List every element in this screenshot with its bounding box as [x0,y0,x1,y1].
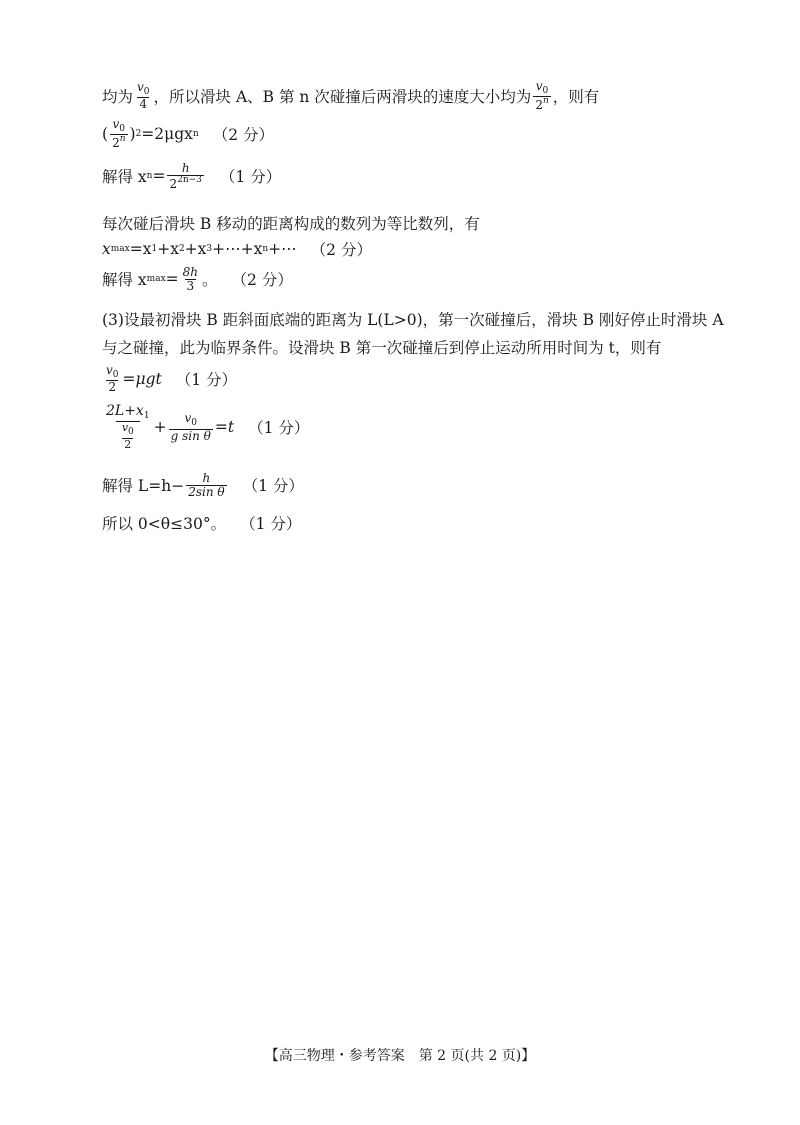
score-label: （2 分） [310,241,372,259]
score-label: （1 分） [175,371,238,390]
score-label: （2 分） [212,126,274,145]
fraction-h-over-2sin: $\frac{h}{\text{2sin θ}}$ [188,471,225,499]
page-footer: 【高三物理・参考答案 第 2 页(共 2 页)】 [264,1048,536,1064]
fraction-8h-over-3: $\frac{8h}{3}$ [182,265,199,293]
fraction-distance-over-half-velocity: $\frac{2L+x_1}{\frac{v_0}{2}}$ [106,403,150,451]
fraction-v0-over-2: $\frac{v_0}{2}$ [106,363,119,395]
fraction-v0-over-2: $\frac{v_0}{2}$ [121,421,134,451]
score-label: （1 分） [242,477,304,496]
text-part3-setup: (3)设最初滑块 B 距斜面底端的距离为 L(L>0)，第一次碰撞后，滑块 B 刚好停止时滑块 A [102,311,724,329]
equation-xmax-sum: x max =x 1 +x 2 +x 3 +⋯+x n +⋯ （2 分） [102,240,372,259]
score-label: （2 分） [231,271,293,290]
fraction-v0-over-gsin: $\frac{v_0}{\text{g sin θ}}$ [170,411,211,443]
equation-kinematics-n: ( $\frac{v_0}{2^n}$ ) 2 =2μgx n （2 分） [102,117,274,151]
solution-L: 解得 L=h− $\frac{h}{\text{2sin θ}}$ （1 分） [102,471,304,499]
equation-v0-half: $\frac{v_0}{2}$ =μgt （1 分） [106,363,238,395]
fraction-v0-over-2n: $\frac{v_0}{2^n}$ [112,117,126,151]
text-critical-condition: 与之碰撞，此为临界条件。设滑块 B 第一次碰撞后到停止运动所用时间为 t，则有 [102,339,662,357]
equation-time: $\frac{2L+x_1}{\frac{v_0}{2}}$ + $\frac{v_0}{\text{g sin θ}}$ =t （1 分） [106,403,310,451]
score-label: （1 分） [240,515,302,533]
line-velocity-after-collisions: 均为 $\frac{v_0}{4}$ ，所以滑块 A、B 第 n 次碰撞后两滑块的速度大小均为 $\frac{v_0}{2^n}$ ，则有 [102,79,600,113]
solution-xmax: 解得 x max = $\frac{8h}{3}$ 。 （2 分） [102,265,293,293]
fraction-h-over-power: $\frac{h}{2^{2n-3}}$ [169,161,202,191]
score-label: （1 分） [248,419,310,438]
score-label: （1 分） [219,168,282,187]
fraction-v0-over-2n: $\frac{v_0}{2^n}$ [535,79,549,113]
conclusion-theta-range: 所以 0<θ≤30°。 （1 分） [102,512,301,534]
text-geometric-series: 每次碰后滑块 B 移动的距离构成的数列为等比数列，有 [102,215,480,233]
solution-xn: 解得 x n = $\frac{h}{2^{2n-3}}$ （1 分） [102,161,282,191]
fraction-v0-over-4: $\frac{v_0}{4}$ [137,80,150,112]
